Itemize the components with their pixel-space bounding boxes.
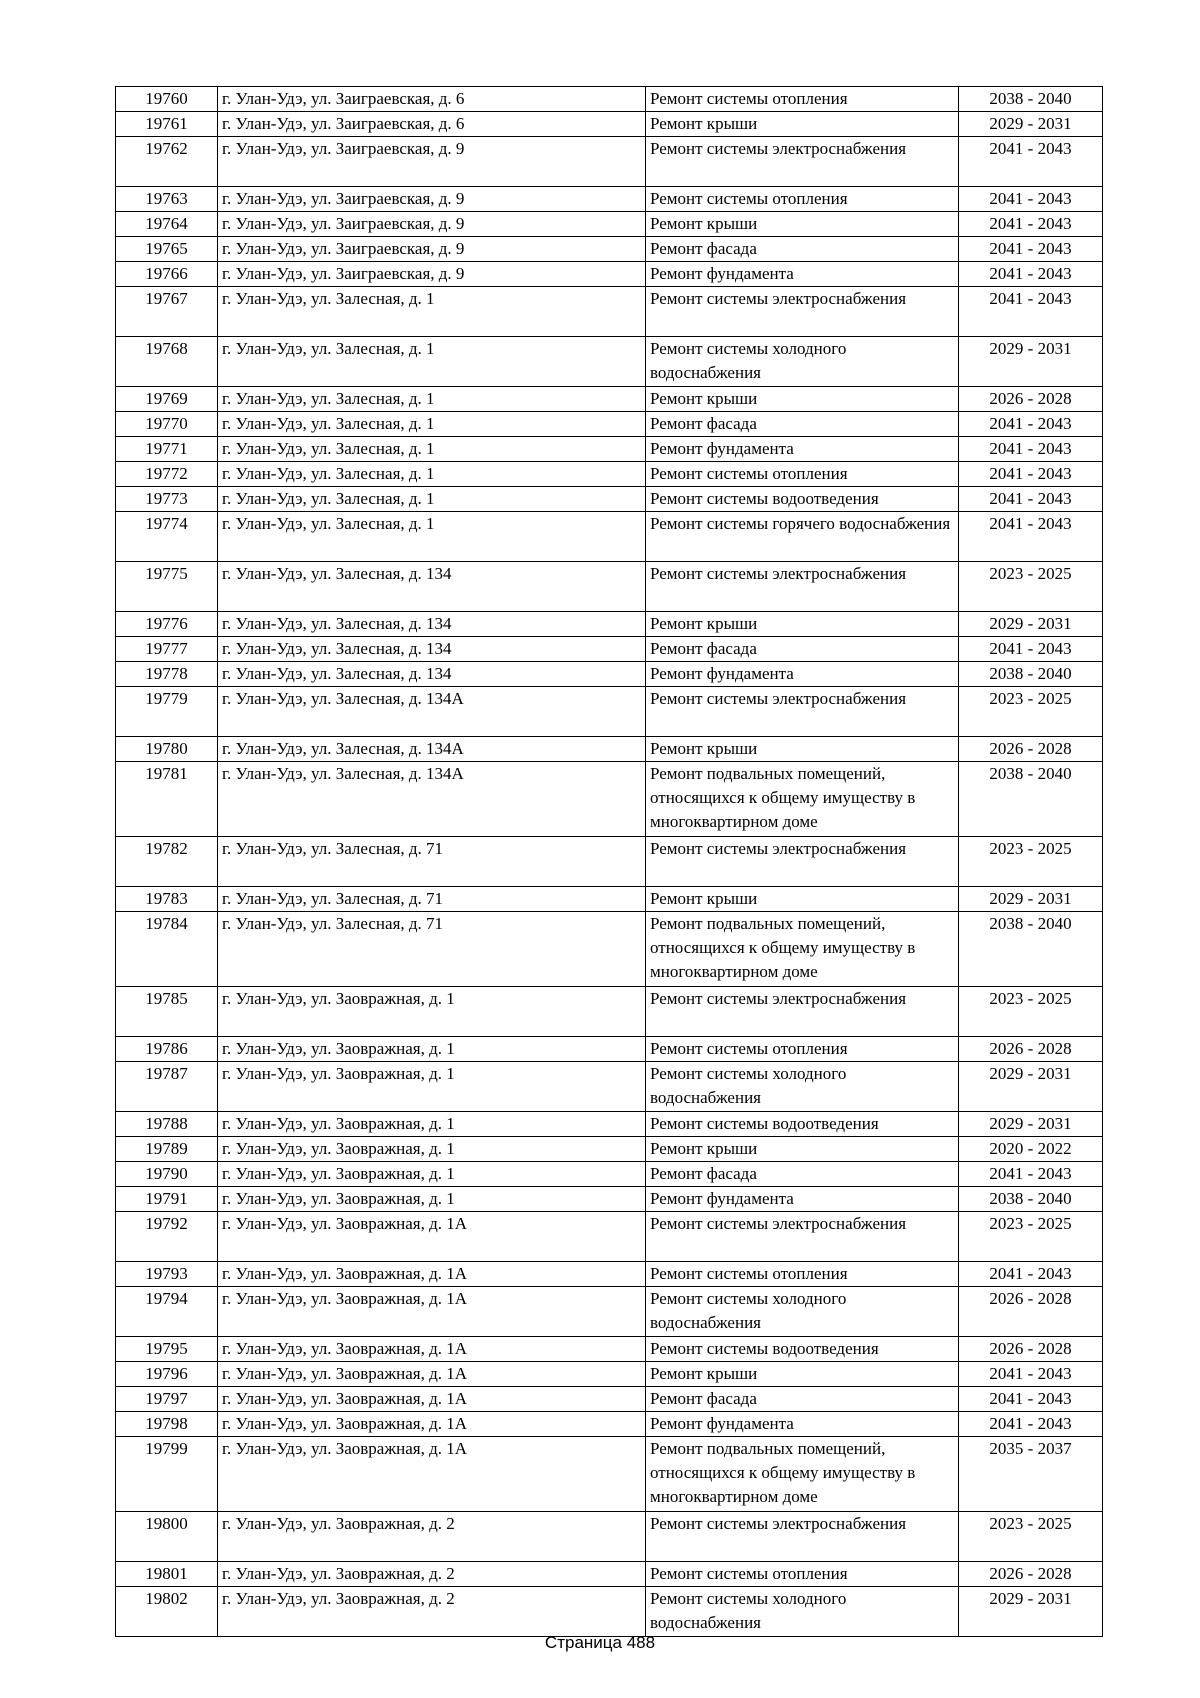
work-type-cell: Ремонт системы отопления xyxy=(646,187,959,212)
work-type-cell: Ремонт крыши xyxy=(646,887,959,912)
row-number-cell: 19778 xyxy=(116,662,218,687)
table-row xyxy=(116,437,1103,462)
address-cell: г. Улан-Удэ, ул. Залесная, д. 71 xyxy=(218,912,646,987)
address-cell: г. Улан-Удэ, ул. Заовражная, д. 1 xyxy=(218,1062,646,1112)
period-cell: 2038 - 2040 xyxy=(959,762,1103,837)
period-cell: 2041 - 2043 xyxy=(959,512,1103,562)
table-row xyxy=(116,987,1103,1037)
work-type-cell: Ремонт фасада xyxy=(646,412,959,437)
row-number-cell: 19770 xyxy=(116,412,218,437)
address-cell: г. Улан-Удэ, ул. Заовражная, д. 2 xyxy=(218,1587,646,1637)
period-cell: 2041 - 2043 xyxy=(959,262,1103,287)
address-cell: г. Улан-Удэ, ул. Заовражная, д. 1А xyxy=(218,1387,646,1412)
address-cell: г. Улан-Удэ, ул. Залесная, д. 1 xyxy=(218,487,646,512)
row-number-cell: 19774 xyxy=(116,512,218,562)
table-row xyxy=(116,412,1103,437)
period-cell: 2041 - 2043 xyxy=(959,287,1103,337)
table-row xyxy=(116,1512,1103,1562)
period-cell: 2041 - 2043 xyxy=(959,1362,1103,1387)
work-type-cell: Ремонт подвальных помещений, относящихся к общему имуществу в многоквартирном доме xyxy=(646,912,959,987)
row-number-cell: 19799 xyxy=(116,1437,218,1512)
row-number-cell: 19785 xyxy=(116,987,218,1037)
work-type-cell: Ремонт системы электроснабжения xyxy=(646,837,959,887)
table-row xyxy=(116,612,1103,637)
table-row xyxy=(116,1212,1103,1262)
address-cell: г. Улан-Удэ, ул. Залесная, д. 134 xyxy=(218,637,646,662)
address-cell: г. Улан-Удэ, ул. Заовражная, д. 1 xyxy=(218,987,646,1037)
work-type-cell: Ремонт системы водоотведения xyxy=(646,1337,959,1362)
row-number-cell: 19783 xyxy=(116,887,218,912)
period-cell: 2029 - 2031 xyxy=(959,612,1103,637)
table-row xyxy=(116,887,1103,912)
work-type-cell: Ремонт крыши xyxy=(646,387,959,412)
period-cell: 2029 - 2031 xyxy=(959,1587,1103,1637)
address-cell: г. Улан-Удэ, ул. Заиграевская, д. 6 xyxy=(218,87,646,112)
table-row xyxy=(116,1337,1103,1362)
address-cell: г. Улан-Удэ, ул. Заиграевская, д. 9 xyxy=(218,262,646,287)
row-number-cell: 19764 xyxy=(116,212,218,237)
address-cell: г. Улан-Удэ, ул. Заиграевская, д. 9 xyxy=(218,187,646,212)
period-cell: 2023 - 2025 xyxy=(959,987,1103,1037)
table-row xyxy=(116,1412,1103,1437)
work-type-cell: Ремонт системы электроснабжения xyxy=(646,687,959,737)
work-type-cell: Ремонт крыши xyxy=(646,212,959,237)
work-type-cell: Ремонт системы водоотведения xyxy=(646,487,959,512)
period-cell: 2041 - 2043 xyxy=(959,187,1103,212)
work-type-cell: Ремонт фундамента xyxy=(646,1412,959,1437)
period-cell: 2026 - 2028 xyxy=(959,1337,1103,1362)
row-number-cell: 19772 xyxy=(116,462,218,487)
period-cell: 2041 - 2043 xyxy=(959,637,1103,662)
row-number-cell: 19763 xyxy=(116,187,218,212)
period-cell: 2041 - 2043 xyxy=(959,462,1103,487)
table-row xyxy=(116,637,1103,662)
table-row xyxy=(116,87,1103,112)
period-cell: 2029 - 2031 xyxy=(959,112,1103,137)
row-number-cell: 19775 xyxy=(116,562,218,612)
period-cell: 2041 - 2043 xyxy=(959,437,1103,462)
work-type-cell: Ремонт системы отопления xyxy=(646,87,959,112)
row-number-cell: 19789 xyxy=(116,1137,218,1162)
work-type-cell: Ремонт подвальных помещений, относящихся к общему имуществу в многоквартирном доме xyxy=(646,1437,959,1512)
work-type-cell: Ремонт системы электроснабжения xyxy=(646,1212,959,1262)
table-row xyxy=(116,387,1103,412)
period-cell: 2029 - 2031 xyxy=(959,1062,1103,1112)
table-row xyxy=(116,337,1103,387)
table-row xyxy=(116,1262,1103,1287)
address-cell: г. Улан-Удэ, ул. Заовражная, д. 1 xyxy=(218,1162,646,1187)
period-cell: 2023 - 2025 xyxy=(959,1512,1103,1562)
period-cell: 2026 - 2028 xyxy=(959,387,1103,412)
period-cell: 2020 - 2022 xyxy=(959,1137,1103,1162)
row-number-cell: 19765 xyxy=(116,237,218,262)
row-number-cell: 19762 xyxy=(116,137,218,187)
work-type-cell: Ремонт фасада xyxy=(646,637,959,662)
period-cell: 2041 - 2043 xyxy=(959,1412,1103,1437)
table-row xyxy=(116,1112,1103,1137)
table-row xyxy=(116,837,1103,887)
table-row xyxy=(116,287,1103,337)
table-row xyxy=(116,1562,1103,1587)
work-type-cell: Ремонт системы электроснабжения xyxy=(646,287,959,337)
address-cell: г. Улан-Удэ, ул. Залесная, д. 1 xyxy=(218,437,646,462)
table-row xyxy=(116,1162,1103,1187)
row-number-cell: 19793 xyxy=(116,1262,218,1287)
table-row xyxy=(116,1437,1103,1512)
work-type-cell: Ремонт системы холодного водоснабжения xyxy=(646,337,959,387)
row-number-cell: 19795 xyxy=(116,1337,218,1362)
address-cell: г. Улан-Удэ, ул. Заовражная, д. 2 xyxy=(218,1562,646,1587)
period-cell: 2041 - 2043 xyxy=(959,1262,1103,1287)
row-number-cell: 19782 xyxy=(116,837,218,887)
row-number-cell: 19760 xyxy=(116,87,218,112)
table-row xyxy=(116,1587,1103,1637)
address-cell: г. Улан-Удэ, ул. Заовражная, д. 1А xyxy=(218,1437,646,1512)
work-type-cell: Ремонт системы водоотведения xyxy=(646,1112,959,1137)
address-cell: г. Улан-Удэ, ул. Залесная, д. 71 xyxy=(218,887,646,912)
address-cell: г. Улан-Удэ, ул. Заовражная, д. 1А xyxy=(218,1262,646,1287)
table-row xyxy=(116,487,1103,512)
table-row xyxy=(116,212,1103,237)
table-body xyxy=(116,87,1103,1637)
row-number-cell: 19781 xyxy=(116,762,218,837)
row-number-cell: 19767 xyxy=(116,287,218,337)
row-number-cell: 19794 xyxy=(116,1287,218,1337)
table-row xyxy=(116,1187,1103,1212)
work-type-cell: Ремонт фундамента xyxy=(646,437,959,462)
address-cell: г. Улан-Удэ, ул. Заиграевская, д. 9 xyxy=(218,137,646,187)
work-type-cell: Ремонт фасада xyxy=(646,1387,959,1412)
work-type-cell: Ремонт крыши xyxy=(646,1362,959,1387)
period-cell: 2041 - 2043 xyxy=(959,487,1103,512)
address-cell: г. Улан-Удэ, ул. Заовражная, д. 1 xyxy=(218,1112,646,1137)
address-cell: г. Улан-Удэ, ул. Залесная, д. 134А xyxy=(218,687,646,737)
work-type-cell: Ремонт системы электроснабжения xyxy=(646,1512,959,1562)
row-number-cell: 19769 xyxy=(116,387,218,412)
work-type-cell: Ремонт фундамента xyxy=(646,262,959,287)
table-row xyxy=(116,912,1103,987)
row-number-cell: 19792 xyxy=(116,1212,218,1262)
table-row xyxy=(116,237,1103,262)
work-type-cell: Ремонт фундамента xyxy=(646,662,959,687)
address-cell: г. Улан-Удэ, ул. Заовражная, д. 1А xyxy=(218,1337,646,1362)
address-cell: г. Улан-Удэ, ул. Заиграевская, д. 9 xyxy=(218,212,646,237)
row-number-cell: 19773 xyxy=(116,487,218,512)
page-number: Страница 488 xyxy=(544,1633,656,1652)
address-cell: г. Улан-Удэ, ул. Залесная, д. 1 xyxy=(218,462,646,487)
table-row xyxy=(116,762,1103,837)
period-cell: 2035 - 2037 xyxy=(959,1437,1103,1512)
row-number-cell: 19777 xyxy=(116,637,218,662)
table-row xyxy=(116,262,1103,287)
address-cell: г. Улан-Удэ, ул. Заиграевская, д. 6 xyxy=(218,112,646,137)
row-number-cell: 19797 xyxy=(116,1387,218,1412)
row-number-cell: 19788 xyxy=(116,1112,218,1137)
address-cell: г. Улан-Удэ, ул. Залесная, д. 134 xyxy=(218,562,646,612)
address-cell: г. Улан-Удэ, ул. Залесная, д. 1 xyxy=(218,337,646,387)
work-type-cell: Ремонт системы электроснабжения xyxy=(646,137,959,187)
table-row xyxy=(116,1137,1103,1162)
work-type-cell: Ремонт системы отопления xyxy=(646,1037,959,1062)
row-number-cell: 19790 xyxy=(116,1162,218,1187)
address-cell: г. Улан-Удэ, ул. Заовражная, д. 1А xyxy=(218,1362,646,1387)
table-row xyxy=(116,662,1103,687)
period-cell: 2026 - 2028 xyxy=(959,1562,1103,1587)
address-cell: г. Улан-Удэ, ул. Залесная, д. 134А xyxy=(218,762,646,837)
period-cell: 2038 - 2040 xyxy=(959,662,1103,687)
row-number-cell: 19766 xyxy=(116,262,218,287)
table-row xyxy=(116,1287,1103,1337)
work-type-cell: Ремонт крыши xyxy=(646,112,959,137)
period-cell: 2026 - 2028 xyxy=(959,737,1103,762)
period-cell: 2038 - 2040 xyxy=(959,912,1103,987)
row-number-cell: 19787 xyxy=(116,1062,218,1112)
row-number-cell: 19779 xyxy=(116,687,218,737)
work-type-cell: Ремонт системы холодного водоснабжения xyxy=(646,1062,959,1112)
work-type-cell: Ремонт системы отопления xyxy=(646,1562,959,1587)
work-type-cell: Ремонт системы горячего водоснабжения xyxy=(646,512,959,562)
address-cell: г. Улан-Удэ, ул. Залесная, д. 1 xyxy=(218,387,646,412)
row-number-cell: 19801 xyxy=(116,1562,218,1587)
row-number-cell: 19761 xyxy=(116,112,218,137)
address-cell: г. Улан-Удэ, ул. Заовражная, д. 1 xyxy=(218,1187,646,1212)
repair-schedule-table xyxy=(115,86,1103,1637)
period-cell: 2038 - 2040 xyxy=(959,87,1103,112)
period-cell: 2023 - 2025 xyxy=(959,687,1103,737)
table-row xyxy=(116,137,1103,187)
table-row xyxy=(116,1037,1103,1062)
work-type-cell: Ремонт фасада xyxy=(646,1162,959,1187)
address-cell: г. Улан-Удэ, ул. Залесная, д. 1 xyxy=(218,412,646,437)
period-cell: 2026 - 2028 xyxy=(959,1287,1103,1337)
period-cell: 2041 - 2043 xyxy=(959,212,1103,237)
period-cell: 2029 - 2031 xyxy=(959,337,1103,387)
row-number-cell: 19776 xyxy=(116,612,218,637)
address-cell: г. Улан-Удэ, ул. Залесная, д. 134 xyxy=(218,662,646,687)
address-cell: г. Улан-Удэ, ул. Залесная, д. 134А xyxy=(218,737,646,762)
row-number-cell: 19786 xyxy=(116,1037,218,1062)
work-type-cell: Ремонт фасада xyxy=(646,237,959,262)
address-cell: г. Улан-Удэ, ул. Заовражная, д. 1А xyxy=(218,1287,646,1337)
work-type-cell: Ремонт подвальных помещений, относящихся к общему имуществу в многоквартирном доме xyxy=(646,762,959,837)
work-type-cell: Ремонт системы электроснабжения xyxy=(646,562,959,612)
period-cell: 2038 - 2040 xyxy=(959,1187,1103,1212)
work-type-cell: Ремонт крыши xyxy=(646,612,959,637)
address-cell: г. Улан-Удэ, ул. Заовражная, д. 1 xyxy=(218,1037,646,1062)
table-row xyxy=(116,462,1103,487)
table-row xyxy=(116,512,1103,562)
table-row xyxy=(116,562,1103,612)
address-cell: г. Улан-Удэ, ул. Залесная, д. 134 xyxy=(218,612,646,637)
address-cell: г. Улан-Удэ, ул. Залесная, д. 1 xyxy=(218,512,646,562)
period-cell: 2041 - 2043 xyxy=(959,237,1103,262)
period-cell: 2023 - 2025 xyxy=(959,562,1103,612)
row-number-cell: 19784 xyxy=(116,912,218,987)
period-cell: 2029 - 2031 xyxy=(959,887,1103,912)
table-row xyxy=(116,187,1103,212)
work-type-cell: Ремонт фундамента xyxy=(646,1187,959,1212)
work-type-cell: Ремонт системы отопления xyxy=(646,1262,959,1287)
table-row xyxy=(116,687,1103,737)
address-cell: г. Улан-Удэ, ул. Залесная, д. 1 xyxy=(218,287,646,337)
table-row xyxy=(116,737,1103,762)
period-cell: 2041 - 2043 xyxy=(959,412,1103,437)
table-row xyxy=(116,112,1103,137)
table-row xyxy=(116,1387,1103,1412)
work-type-cell: Ремонт крыши xyxy=(646,1137,959,1162)
address-cell: г. Улан-Удэ, ул. Заовражная, д. 2 xyxy=(218,1512,646,1562)
row-number-cell: 19796 xyxy=(116,1362,218,1387)
period-cell: 2023 - 2025 xyxy=(959,837,1103,887)
row-number-cell: 19800 xyxy=(116,1512,218,1562)
work-type-cell: Ремонт системы электроснабжения xyxy=(646,987,959,1037)
row-number-cell: 19791 xyxy=(116,1187,218,1212)
work-type-cell: Ремонт системы холодного водоснабжения xyxy=(646,1287,959,1337)
work-type-cell: Ремонт крыши xyxy=(646,737,959,762)
period-cell: 2041 - 2043 xyxy=(959,1387,1103,1412)
row-number-cell: 19798 xyxy=(116,1412,218,1437)
address-cell: г. Улан-Удэ, ул. Заовражная, д. 1А xyxy=(218,1212,646,1262)
period-cell: 2026 - 2028 xyxy=(959,1037,1103,1062)
table-row xyxy=(116,1062,1103,1112)
address-cell: г. Улан-Удэ, ул. Заовражная, д. 1А xyxy=(218,1412,646,1437)
address-cell: г. Улан-Удэ, ул. Заовражная, д. 1 xyxy=(218,1137,646,1162)
period-cell: 2029 - 2031 xyxy=(959,1112,1103,1137)
row-number-cell: 19768 xyxy=(116,337,218,387)
row-number-cell: 19771 xyxy=(116,437,218,462)
period-cell: 2041 - 2043 xyxy=(959,1162,1103,1187)
row-number-cell: 19780 xyxy=(116,737,218,762)
work-type-cell: Ремонт системы отопления xyxy=(646,462,959,487)
period-cell: 2023 - 2025 xyxy=(959,1212,1103,1262)
work-type-cell: Ремонт системы холодного водоснабжения xyxy=(646,1587,959,1637)
address-cell: г. Улан-Удэ, ул. Заиграевская, д. 9 xyxy=(218,237,646,262)
row-number-cell: 19802 xyxy=(116,1587,218,1637)
table-row xyxy=(116,1362,1103,1387)
period-cell: 2041 - 2043 xyxy=(959,137,1103,187)
address-cell: г. Улан-Удэ, ул. Залесная, д. 71 xyxy=(218,837,646,887)
